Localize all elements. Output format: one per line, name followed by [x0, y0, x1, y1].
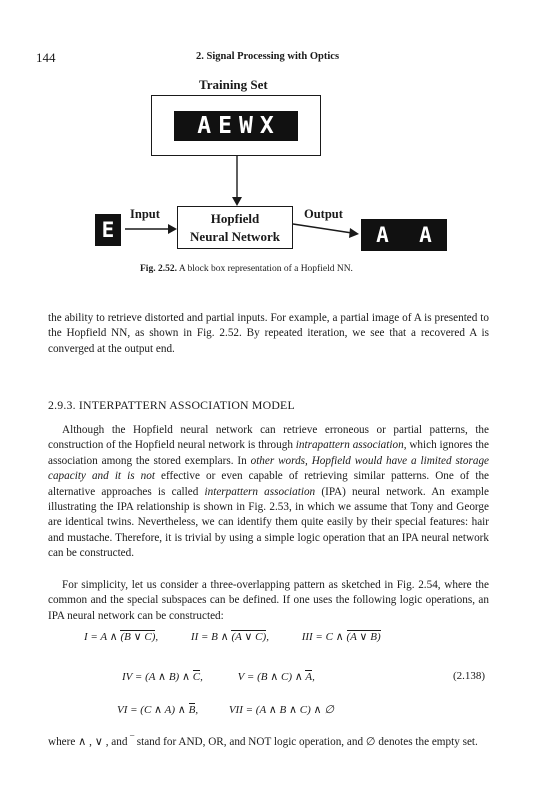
- figure-caption-text: A block box representation of a Hopfield NN.: [178, 264, 353, 274]
- training-to-network-arrowhead: [232, 197, 242, 206]
- eq-II: II = B ∧ (A ∨ C),: [190, 631, 269, 643]
- input-pattern-tile: [95, 214, 121, 246]
- eq-V: V = (B ∧ C) ∧ A,: [237, 671, 315, 683]
- network-label-line1: Hopfield: [210, 211, 260, 226]
- eq-III: III = C ∧ (A ∨ B): [301, 631, 381, 643]
- p2-part-c: effective or even capable of retrieving similar patterns. One of the alternative approaches is called: [48, 470, 489, 498]
- training-set-letters: AEWX: [197, 113, 281, 139]
- paragraph-2: [48, 423, 489, 562]
- running-head: 2. Signal Processing with Optics: [196, 51, 340, 62]
- output-arrowhead: [349, 228, 359, 238]
- p2-part-d: (IPA) neural network. An example illustrating the IPA relationship is shown in Fig. 2.53, in which we assume that Tony and George are identical twins. Nevertheless, we can identify them quite easily by their special features: hair and mustache. Therefore, it is trivial by using a simple logic operation that an IPA neural network can be constructed.: [48, 485, 489, 560]
- p2-emphasis-3: interpattern association: [204, 485, 316, 498]
- equation-row-3: [117, 703, 334, 716]
- input-letter: E: [101, 218, 115, 242]
- diagram-connectors: [0, 0, 538, 300]
- eq-VII: VII = (A ∧ B ∧ C) ∧ ∅: [228, 704, 334, 716]
- output-letter-2: A: [419, 223, 432, 247]
- paragraph-1: the ability to retrieve distorted and partial inputs. For example, a partial image of A is presented to the Hopfield NN, as shown in Fig. 2.52. By repeated iteration, we see that a recovered A is converged at the output end.: [48, 312, 489, 355]
- eq-I: I = A ∧ (B ∨ C),: [84, 631, 159, 643]
- network-label-line2: Neural Network: [190, 229, 280, 244]
- equation-number: (2.138): [453, 670, 486, 682]
- training-set-label: Training Set: [199, 77, 268, 92]
- paragraph-4: where ∧ , ∨ , and ‾ stand for AND, OR, and NOT logic operation, and ∅ denotes the empty set.: [48, 736, 478, 748]
- p2-part-b: , which ignores the association among the stored exemplars. In: [48, 439, 489, 467]
- eq-VI: VI = (C ∧ A) ∧ B,: [117, 704, 199, 716]
- output-letter-1: A: [376, 223, 389, 247]
- p2-emphasis-2: other words, Hopfield would have a limited storage capacity and it is not: [48, 454, 490, 483]
- equation-row-2: [122, 670, 315, 683]
- equation-row-1: [84, 630, 381, 643]
- figure-caption-number: Fig. 2.52.: [140, 264, 177, 274]
- p2-emphasis-1: intrapattern association: [295, 439, 404, 452]
- paragraph-3: For simplicity, let us consider a three-overlapping pattern as sketched in Fig. 2.54, where the common and the special subspaces can be defined. If one uses the following logic operations, an IPA neural network can be constructed:: [48, 579, 489, 622]
- output-pattern-tile: [361, 219, 447, 251]
- figure-caption: [140, 264, 353, 274]
- input-arrowhead: [168, 224, 177, 234]
- p2-part-a: Although the Hopfield neural network can retrieve erroneous or partial patterns, the construction of the Hopfield neural network is through: [48, 424, 489, 452]
- input-label: Input: [130, 207, 160, 221]
- output-arrow-line: [293, 224, 352, 233]
- hopfield-network-box: [177, 206, 293, 249]
- output-label: Output: [304, 207, 343, 221]
- section-heading: 2.9.3. INTERPATTERN ASSOCIATION MODEL: [48, 398, 295, 412]
- eq-IV: IV = (A ∧ B) ∧ C,: [122, 671, 203, 683]
- page-number: 144: [36, 50, 56, 65]
